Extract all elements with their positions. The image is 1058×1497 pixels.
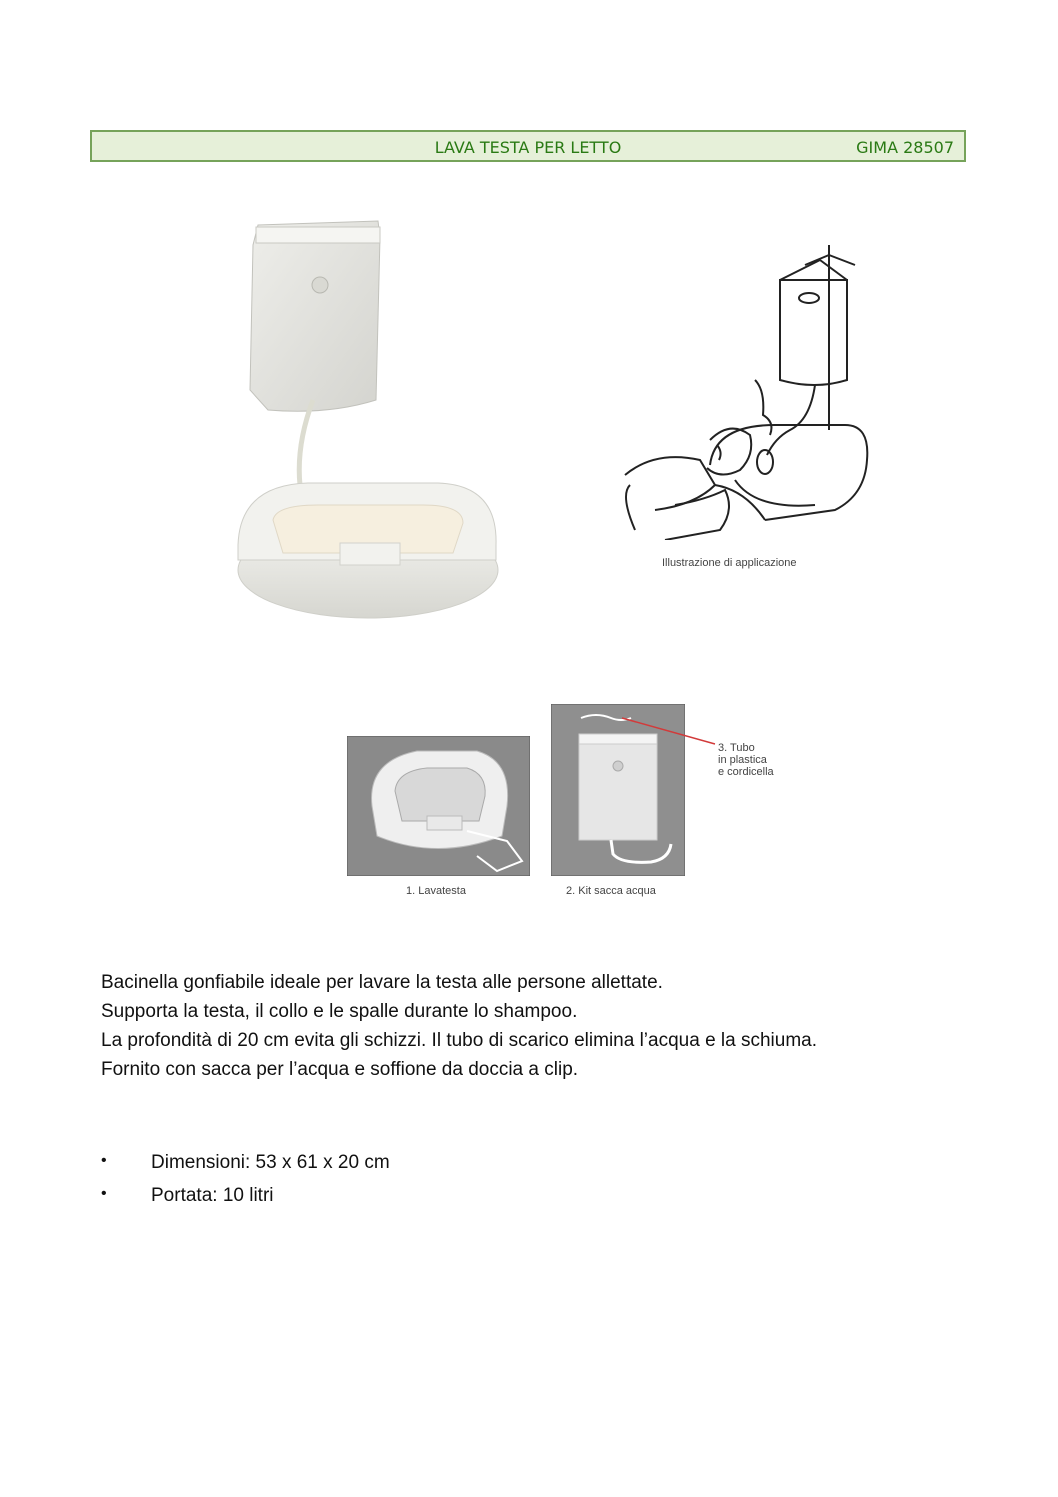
description-line: Supporta la testa, il collo e le spalle durante lo shampoo. — [101, 1001, 578, 1022]
bullet-icon: • — [101, 1152, 107, 1169]
part1-caption: 1. Lavatesta — [406, 885, 466, 897]
product-code: GIMA 28507 — [856, 138, 954, 157]
part3-label — [718, 742, 774, 778]
description-line: Bacinella gonfiabile ideale per lavare la testa alle persone allettate. — [101, 972, 663, 993]
product-title: LAVA TESTA PER LETTO — [434, 138, 622, 157]
application-caption: Illustrazione di applicazione — [662, 557, 797, 569]
description-line: Fornito con sacca per l’acqua e soffione da doccia a clip. — [101, 1059, 579, 1080]
spec-dimensions: Dimensioni: 53 x 61 x 20 cm — [151, 1152, 390, 1173]
part3-label-line3: e cordicella — [718, 766, 774, 778]
product-description — [101, 968, 961, 1084]
description-line: La profondità di 20 cm evita gli schizzi. Il tubo di scarico elimina l’acqua e la schiuma. — [101, 1030, 818, 1051]
part3-label-line1: 3. Tubo — [718, 742, 755, 754]
bullet-icon: • — [101, 1185, 107, 1202]
spec-capacity: Portata: 10 litri — [151, 1185, 274, 1206]
part3-label-line2: in plastica — [718, 754, 767, 766]
part1-photo — [347, 736, 530, 876]
part3-callout-line — [620, 710, 720, 750]
product-photo — [228, 215, 508, 625]
product-header — [90, 130, 966, 162]
part2-caption: 2. Kit sacca acqua — [566, 885, 656, 897]
application-illustration — [615, 240, 880, 540]
